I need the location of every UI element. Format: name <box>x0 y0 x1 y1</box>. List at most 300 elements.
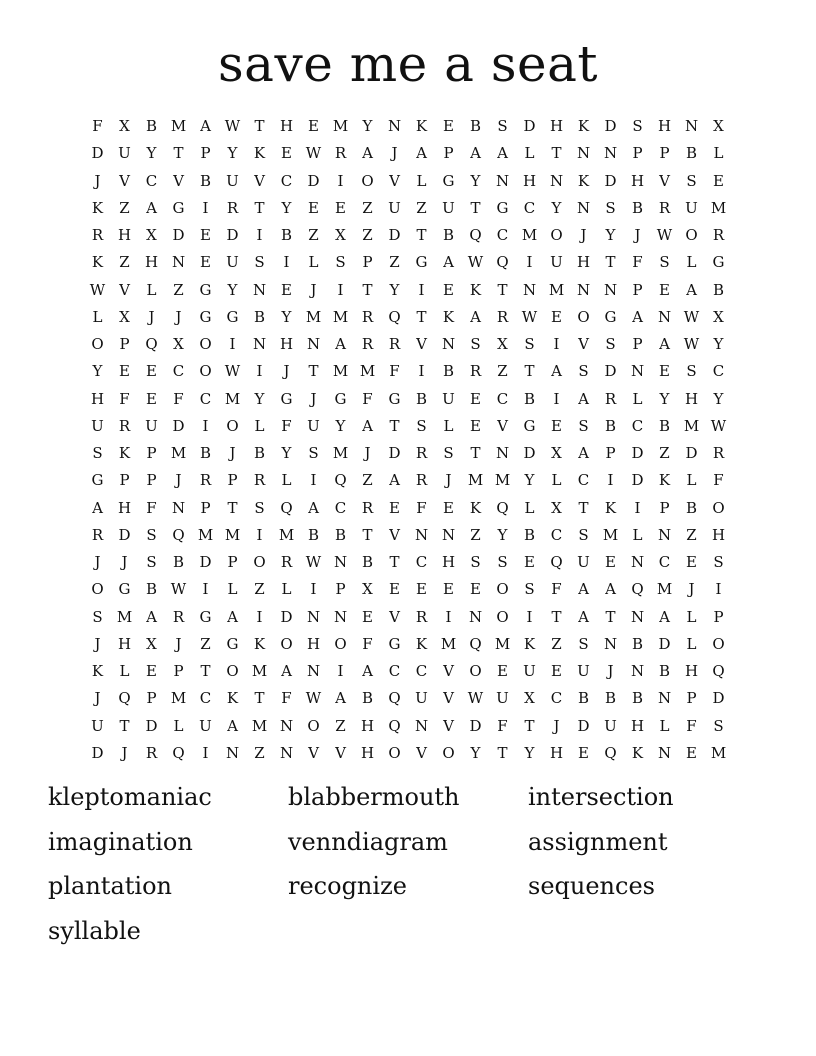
grid-cell: T <box>524 716 535 735</box>
grid-cell: P <box>227 553 238 571</box>
grid-cell: S <box>254 253 265 272</box>
grid-cell: J <box>229 444 236 462</box>
grid-cell: D <box>604 117 617 135</box>
grid-cell: C <box>496 389 509 408</box>
grid-cell: O <box>91 335 104 353</box>
grid-cell: Z <box>335 716 346 735</box>
grid-cell: H <box>144 253 159 272</box>
grid-cell: V <box>173 171 184 190</box>
grid-cell: L <box>281 471 292 490</box>
grid-cell: K <box>118 444 131 462</box>
grid-cell: A <box>362 144 373 163</box>
grid-cell: K <box>253 634 266 653</box>
grid-cell: Z <box>362 198 373 217</box>
grid-cell: W <box>467 689 484 708</box>
grid-cell: B <box>631 634 644 653</box>
grid-cell: Y <box>713 335 724 353</box>
grid-cell: D <box>172 416 185 435</box>
grid-cell: E <box>605 553 616 571</box>
grid-cell: D <box>631 471 644 490</box>
grid-cell: U <box>91 716 104 735</box>
grid-cell: M <box>251 662 268 680</box>
grid-cell: C <box>199 389 212 408</box>
grid-cell: E <box>200 226 211 244</box>
grid-cell: M <box>548 280 565 299</box>
grid-cell: B <box>361 553 374 571</box>
grid-cell: I <box>634 498 641 517</box>
grid-cell: B <box>685 498 698 517</box>
grid-cell: O <box>361 171 374 190</box>
grid-cell: H <box>576 253 591 272</box>
grid-cell: E <box>497 662 508 680</box>
grid-cell: N <box>603 280 618 299</box>
grid-cell: P <box>443 144 454 163</box>
grid-cell: U <box>577 553 590 571</box>
grid-cell: E <box>443 117 454 135</box>
grid-cell: A <box>281 662 292 680</box>
grid-cell: W <box>683 335 700 353</box>
grid-cell: U <box>226 253 239 272</box>
grid-cell: D <box>280 607 293 626</box>
grid-cell: Y <box>281 307 292 326</box>
grid-cell: S <box>578 525 589 544</box>
grid-cell: G <box>442 171 455 190</box>
word-list-item: assignment <box>528 827 668 856</box>
grid-cell: R <box>604 389 617 408</box>
grid-cell: S <box>146 553 157 571</box>
grid-cell: Q <box>334 471 347 490</box>
grid-cell: R <box>415 444 428 462</box>
grid-cell: R <box>334 144 347 163</box>
grid-cell: G <box>496 198 509 217</box>
grid-cell: J <box>175 634 182 653</box>
grid-cell: Q <box>496 253 509 272</box>
grid-cell: G <box>604 307 617 326</box>
grid-cell: I <box>526 607 533 626</box>
grid-cell: K <box>658 471 671 490</box>
grid-cell: W <box>467 253 484 272</box>
grid-cell: S <box>254 498 265 517</box>
grid-cell: Z <box>497 362 508 381</box>
grid-cell: M <box>656 580 673 599</box>
grid-cell: B <box>523 389 536 408</box>
grid-cell: C <box>199 689 212 708</box>
grid-cell: M <box>467 471 484 490</box>
grid-cell: E <box>686 743 697 762</box>
grid-cell: J <box>175 307 182 326</box>
grid-cell: T <box>362 280 373 299</box>
grid-cell: N <box>576 198 591 217</box>
grid-cell: E <box>470 389 481 408</box>
grid-cell: J <box>391 144 398 163</box>
grid-cell: D <box>712 689 725 708</box>
grid-cell: P <box>686 689 697 708</box>
grid-cell: E <box>524 553 535 571</box>
grid-cell: W <box>305 689 322 708</box>
grid-cell: N <box>279 743 294 762</box>
grid-cell: P <box>227 471 238 490</box>
grid-cell: B <box>280 226 293 244</box>
grid-cell: N <box>279 716 294 735</box>
grid-cell: U <box>577 662 590 680</box>
grid-cell: U <box>415 689 428 708</box>
grid-cell: B <box>658 662 671 680</box>
grid-cell: P <box>146 689 157 708</box>
grid-cell: M <box>224 389 241 408</box>
grid-cell: Q <box>496 498 509 517</box>
grid-cell: Y <box>362 117 373 135</box>
grid-cell: H <box>306 634 321 653</box>
grid-cell: A <box>470 307 481 326</box>
grid-cell: C <box>550 525 563 544</box>
grid-cell: M <box>710 198 727 217</box>
grid-cell: V <box>389 171 400 190</box>
grid-cell: F <box>281 689 292 708</box>
grid-cell: S <box>497 553 508 571</box>
grid-cell: O <box>199 335 212 353</box>
grid-cell: T <box>497 743 508 762</box>
grid-cell: V <box>389 525 400 544</box>
word-list-item: sequences <box>528 872 655 900</box>
grid-cell: H <box>279 335 294 353</box>
grid-cell: M <box>683 416 700 435</box>
grid-cell: E <box>443 580 454 599</box>
grid-cell: F <box>551 580 562 599</box>
grid-cell: J <box>310 280 317 299</box>
grid-cell: H <box>117 226 132 244</box>
grid-cell: U <box>307 416 320 435</box>
grid-cell: P <box>146 444 157 462</box>
grid-cell: D <box>307 171 320 190</box>
grid-cell: S <box>605 335 616 353</box>
grid-cell: Q <box>388 307 401 326</box>
grid-cell: X <box>146 634 157 653</box>
grid-cell: S <box>470 553 481 571</box>
grid-cell: C <box>577 471 590 490</box>
grid-cell: E <box>416 580 427 599</box>
grid-cell: C <box>280 171 293 190</box>
grid-cell: L <box>659 716 670 735</box>
grid-cell: I <box>715 580 722 599</box>
grid-cell: K <box>604 498 617 517</box>
grid-cell: T <box>254 198 265 217</box>
grid-cell: E <box>146 389 157 408</box>
grid-cell: S <box>713 716 724 735</box>
grid-cell: R <box>118 416 131 435</box>
grid-cell: E <box>551 416 562 435</box>
grid-cell: C <box>172 362 185 381</box>
grid-cell: P <box>713 607 724 626</box>
grid-cell: S <box>524 335 535 353</box>
grid-cell: W <box>656 226 673 244</box>
grid-cell: M <box>197 525 214 544</box>
grid-cell: T <box>497 280 508 299</box>
grid-cell: X <box>173 335 184 353</box>
grid-cell: I <box>310 471 317 490</box>
grid-cell: I <box>256 226 263 244</box>
grid-cell: T <box>227 498 238 517</box>
grid-cell: Q <box>118 689 131 708</box>
grid-cell: Y <box>524 471 535 490</box>
grid-cell: N <box>522 280 537 299</box>
grid-cell: H <box>117 634 132 653</box>
grid-cell: U <box>604 716 617 735</box>
grid-cell: E <box>443 498 454 517</box>
grid-cell: G <box>199 280 212 299</box>
grid-cell: T <box>389 553 400 571</box>
grid-cell: F <box>416 498 427 517</box>
grid-cell: M <box>332 362 349 381</box>
grid-cell: K <box>226 689 239 708</box>
grid-cell: P <box>632 144 643 163</box>
grid-cell: H <box>657 117 672 135</box>
grid-cell: N <box>657 307 672 326</box>
grid-cell: Z <box>200 634 211 653</box>
grid-cell: C <box>415 553 428 571</box>
grid-cell: K <box>415 117 428 135</box>
grid-cell: R <box>361 307 374 326</box>
grid-cell: O <box>550 226 563 244</box>
grid-cell: D <box>604 171 617 190</box>
grid-cell: H <box>549 117 564 135</box>
grid-cell: R <box>388 335 401 353</box>
grid-cell: B <box>631 689 644 708</box>
grid-cell: F <box>92 117 103 135</box>
grid-cell: A <box>389 471 400 490</box>
grid-cell: N <box>495 171 510 190</box>
grid-cell: M <box>332 307 349 326</box>
grid-cell: N <box>657 689 672 708</box>
grid-cell: F <box>389 362 400 381</box>
grid-cell: Z <box>119 198 130 217</box>
grid-cell: M <box>710 743 727 762</box>
grid-cell: A <box>146 198 157 217</box>
grid-cell: I <box>202 743 209 762</box>
grid-cell: C <box>550 689 563 708</box>
grid-cell: U <box>226 171 239 190</box>
grid-cell: G <box>91 471 104 490</box>
grid-cell: N <box>171 253 186 272</box>
grid-cell: U <box>91 416 104 435</box>
grid-cell: Y <box>551 198 562 217</box>
grid-cell: K <box>577 171 590 190</box>
grid-cell: A <box>362 416 373 435</box>
grid-cell: E <box>200 253 211 272</box>
grid-cell: A <box>659 335 670 353</box>
grid-cell: L <box>713 144 724 163</box>
grid-cell: P <box>605 444 616 462</box>
grid-cell: L <box>227 580 238 599</box>
grid-cell: X <box>362 580 373 599</box>
grid-cell: R <box>361 335 374 353</box>
grid-cell: N <box>576 280 591 299</box>
grid-cell: T <box>551 144 562 163</box>
grid-cell: X <box>551 444 562 462</box>
grid-cell: R <box>361 498 374 517</box>
grid-cell: K <box>253 144 266 163</box>
grid-cell: N <box>468 607 483 626</box>
grid-cell: Y <box>713 389 724 408</box>
grid-cell: F <box>146 498 157 517</box>
grid-cell: T <box>605 607 616 626</box>
grid-cell: Z <box>389 253 400 272</box>
grid-cell: J <box>580 226 587 244</box>
grid-cell: A <box>200 117 211 135</box>
grid-cell: A <box>632 307 643 326</box>
grid-cell: S <box>524 580 535 599</box>
grid-cell: J <box>94 553 101 571</box>
grid-cell: H <box>90 389 105 408</box>
grid-cell: O <box>199 362 212 381</box>
grid-cell: A <box>578 389 589 408</box>
grid-cell: M <box>278 525 295 544</box>
grid-cell: Q <box>631 580 644 599</box>
grid-cell: B <box>658 416 671 435</box>
grid-cell: F <box>686 716 697 735</box>
grid-cell: E <box>335 198 346 217</box>
grid-cell: O <box>712 498 725 517</box>
grid-cell: N <box>603 634 618 653</box>
grid-cell: X <box>146 226 157 244</box>
grid-cell: L <box>524 144 535 163</box>
grid-cell: N <box>441 525 456 544</box>
grid-cell: T <box>470 444 481 462</box>
grid-cell: Q <box>388 716 401 735</box>
grid-cell: Y <box>389 280 400 299</box>
grid-cell: B <box>415 389 428 408</box>
grid-cell: D <box>145 716 158 735</box>
grid-cell: O <box>712 634 725 653</box>
grid-cell: V <box>416 335 427 353</box>
grid-cell: D <box>91 144 104 163</box>
grid-cell: L <box>146 280 157 299</box>
grid-cell: M <box>440 634 457 653</box>
grid-cell: N <box>252 280 267 299</box>
grid-cell: V <box>416 743 427 762</box>
grid-cell: L <box>524 498 535 517</box>
grid-cell: C <box>388 662 401 680</box>
word-list-item: imagination <box>48 827 193 856</box>
grid-cell: L <box>443 416 454 435</box>
grid-cell: Y <box>605 226 616 244</box>
grid-cell: E <box>443 280 454 299</box>
grid-cell: O <box>685 226 698 244</box>
grid-cell: A <box>227 607 238 626</box>
grid-cell: Q <box>172 525 185 544</box>
grid-cell: L <box>281 580 292 599</box>
grid-cell: N <box>306 335 321 353</box>
word-list-item: venndiagram <box>288 827 448 856</box>
grid-cell: B <box>145 580 158 599</box>
grid-cell: Q <box>145 335 158 353</box>
grid-cell: Z <box>173 280 184 299</box>
grid-cell: J <box>445 471 452 490</box>
grid-cell: B <box>604 689 617 708</box>
grid-cell: H <box>549 743 564 762</box>
grid-cell: M <box>332 117 349 135</box>
grid-cell: N <box>225 743 240 762</box>
grid-cell: I <box>337 171 344 190</box>
grid-cell: T <box>254 689 265 708</box>
grid-cell: I <box>337 662 344 680</box>
grid-cell: O <box>91 580 104 599</box>
grid-cell: L <box>416 171 427 190</box>
grid-cell: T <box>416 226 427 244</box>
grid-cell: E <box>308 117 319 135</box>
grid-cell: J <box>94 634 101 653</box>
grid-cell: P <box>632 335 643 353</box>
grid-cell: S <box>686 171 697 190</box>
grid-cell: O <box>496 580 509 599</box>
grid-cell: N <box>441 335 456 353</box>
grid-cell: Y <box>524 743 535 762</box>
grid-cell: L <box>686 634 697 653</box>
grid-cell: G <box>172 198 185 217</box>
grid-cell: D <box>172 226 185 244</box>
grid-cell: A <box>578 580 589 599</box>
grid-cell: P <box>200 144 211 163</box>
grid-cell: A <box>686 280 697 299</box>
grid-cell: G <box>388 634 401 653</box>
grid-cell: P <box>335 580 346 599</box>
grid-cell: R <box>172 607 185 626</box>
grid-cell: I <box>418 280 425 299</box>
grid-cell: H <box>684 389 699 408</box>
grid-cell: B <box>361 689 374 708</box>
grid-cell: A <box>416 144 427 163</box>
grid-cell: A <box>335 335 346 353</box>
grid-cell: V <box>119 171 130 190</box>
grid-cell: Y <box>281 198 292 217</box>
grid-cell: B <box>685 144 698 163</box>
grid-cell: A <box>605 580 616 599</box>
grid-cell: C <box>523 198 536 217</box>
grid-cell: C <box>712 362 725 381</box>
grid-cell: Q <box>712 662 725 680</box>
grid-cell: G <box>199 607 212 626</box>
letter-grid <box>84 113 732 767</box>
grid-cell: R <box>658 198 671 217</box>
grid-cell: I <box>607 471 614 490</box>
grid-cell: N <box>306 607 321 626</box>
grid-cell: O <box>226 662 239 680</box>
grid-cell: K <box>91 253 104 272</box>
grid-cell: N <box>657 743 672 762</box>
grid-cell: I <box>229 335 236 353</box>
grid-cell: Z <box>470 525 481 544</box>
grid-cell: N <box>657 525 672 544</box>
grid-cell: L <box>254 416 265 435</box>
grid-cell: H <box>711 525 726 544</box>
grid-cell: E <box>713 171 724 190</box>
grid-cell: G <box>199 307 212 326</box>
grid-cell: N <box>495 444 510 462</box>
grid-cell: G <box>388 389 401 408</box>
grid-cell: G <box>415 253 428 272</box>
grid-cell: I <box>256 362 263 381</box>
grid-cell: Z <box>362 226 373 244</box>
grid-cell: T <box>173 144 184 163</box>
grid-cell: I <box>418 362 425 381</box>
grid-cell: M <box>170 117 187 135</box>
grid-cell: I <box>202 580 209 599</box>
grid-cell: J <box>553 716 560 735</box>
grid-cell: K <box>469 498 482 517</box>
grid-cell: N <box>414 525 429 544</box>
grid-cell: O <box>469 662 482 680</box>
grid-cell: B <box>334 525 347 544</box>
word-list-item: syllable <box>48 916 141 945</box>
